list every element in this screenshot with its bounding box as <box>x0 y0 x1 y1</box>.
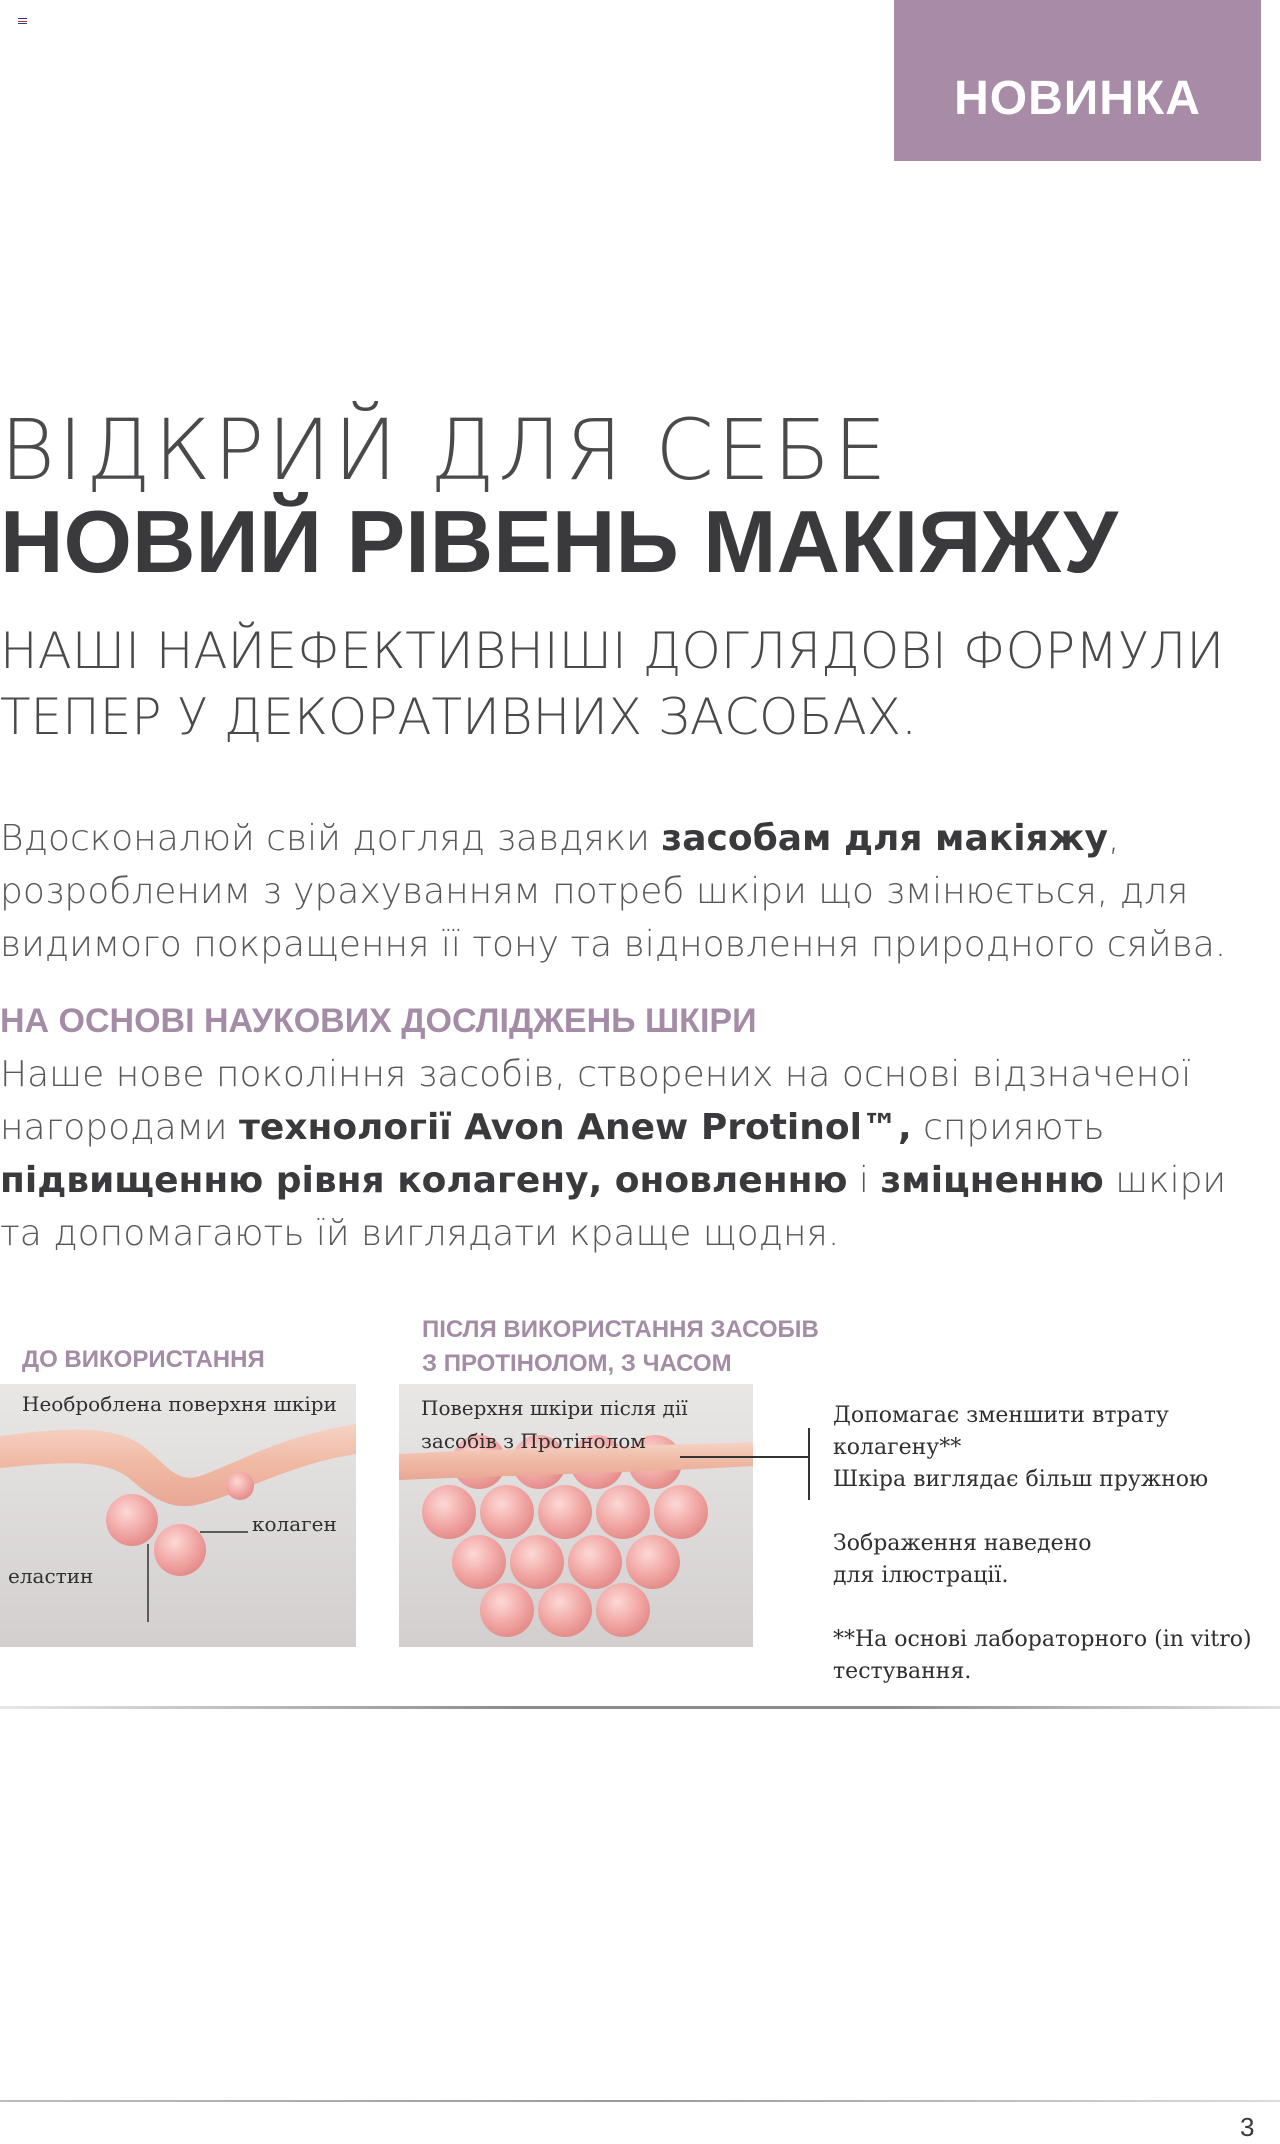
collagen-sphere <box>654 1485 708 1539</box>
connector-bracket <box>808 1428 810 1500</box>
illustration-line1: Зображення наведено <box>833 1531 1092 1556</box>
connector-line <box>680 1456 810 1458</box>
science-bold: підвищенню рівня колагену, оновленню <box>0 1160 848 1201</box>
collagen-sphere <box>568 1535 622 1589</box>
elastin-label: еластин <box>8 1564 94 1588</box>
after-skin-illustration <box>399 1384 753 1647</box>
headline-line1: ВІДКРИЙ ДЛЯ СЕБЕ <box>0 401 890 499</box>
subtitle-line2: ТЕПЕР У ДЕКОРАТИВНИХ ЗАСОБАХ. <box>0 688 917 746</box>
footnote-line1: **На основі лабораторного (in vitro) <box>833 1627 1252 1652</box>
after-title <box>422 1313 819 1381</box>
intro-comma: , <box>1107 818 1120 859</box>
after-title-line2: З ПРОТІНОЛОМ, З ЧАСОМ <box>422 1350 732 1377</box>
intro-line3: видимого покращення її тону та відновлення природного сяйва. <box>0 924 1227 965</box>
collagen-sphere <box>538 1583 592 1637</box>
collagen-sphere <box>510 1535 564 1589</box>
footnote <box>833 1624 1273 1688</box>
subtitle <box>0 618 1240 750</box>
intro-line2: розробленим з урахуванням потреб шкіри що змінюється, для <box>0 871 1189 912</box>
subtitle-line1: НАШІ НАЙЕФЕКТИВНІШІ ДОГЛЯДОВІ ФОРМУЛИ <box>0 622 1225 680</box>
collagen-sphere <box>480 1583 534 1637</box>
intro-bold: засобам для макіяжу <box>661 818 1108 859</box>
footer-divider <box>0 2100 1280 2102</box>
science-bold: зміцненню <box>880 1160 1104 1201</box>
intro-paragraph <box>0 812 1240 971</box>
page-number: 3 <box>1240 2112 1255 2142</box>
benefit-note <box>833 1400 1273 1496</box>
before-skin-illustration <box>0 1384 356 1647</box>
benefit-line1: Допомагає зменшити втрату <box>833 1403 1169 1428</box>
after-title-line1: ПІСЛЯ ВИКОРИСТАННЯ ЗАСОБІВ <box>422 1316 819 1343</box>
benefit-line2: колагену** <box>833 1435 962 1460</box>
footnote-line2: тестування. <box>833 1659 972 1684</box>
illustration-note <box>833 1528 1273 1592</box>
collagen-sphere <box>596 1485 650 1539</box>
divider <box>0 1706 1280 1709</box>
notes-column <box>833 1400 1273 1720</box>
after-caption <box>421 1392 688 1458</box>
collagen-sphere <box>422 1485 476 1539</box>
before-title: ДО ВИКОРИСТАННЯ <box>22 1346 265 1373</box>
new-badge: НОВИНКА <box>894 0 1261 161</box>
collagen-sphere <box>480 1485 534 1539</box>
after-caption-line1: Поверхня шкіри після дії <box>421 1396 688 1420</box>
collagen-sphere <box>452 1535 506 1589</box>
collagen-sphere <box>626 1535 680 1589</box>
science-text: шкіри <box>1103 1160 1227 1201</box>
science-line1: Наше нове покоління засобів, створених на основі відзначеної <box>0 1054 1192 1095</box>
after-caption-line2: засобів з Протінолом <box>421 1429 646 1453</box>
intro-text: Вдосконалюй свій догляд завдяки <box>0 818 662 859</box>
science-text: нагородами <box>0 1107 239 1148</box>
science-text: і <box>847 1160 881 1201</box>
before-caption: Необроблена поверхня шкіри <box>22 1392 337 1416</box>
menu-icon[interactable] <box>18 18 27 24</box>
science-heading: НА ОСНОВІ НАУКОВИХ ДОСЛІДЖЕНЬ ШКІРИ <box>0 1002 757 1040</box>
collagen-label: колаген <box>252 1512 337 1536</box>
illustration-line2: для ілюстрації. <box>833 1563 1009 1588</box>
science-line4: та допомагають їй виглядати краще щодня. <box>0 1213 840 1254</box>
headline-line2: НОВИЙ РІВЕНЬ МАКІЯЖУ <box>0 492 1118 591</box>
science-tech: технології Avon Anew Protinol™, <box>238 1107 912 1148</box>
science-paragraph <box>0 1048 1240 1260</box>
collagen-sphere <box>596 1583 650 1637</box>
collagen-sphere <box>538 1485 592 1539</box>
science-text: сприяють <box>911 1107 1105 1148</box>
benefit-line3: Шкіра виглядає більш пружною <box>833 1467 1209 1492</box>
